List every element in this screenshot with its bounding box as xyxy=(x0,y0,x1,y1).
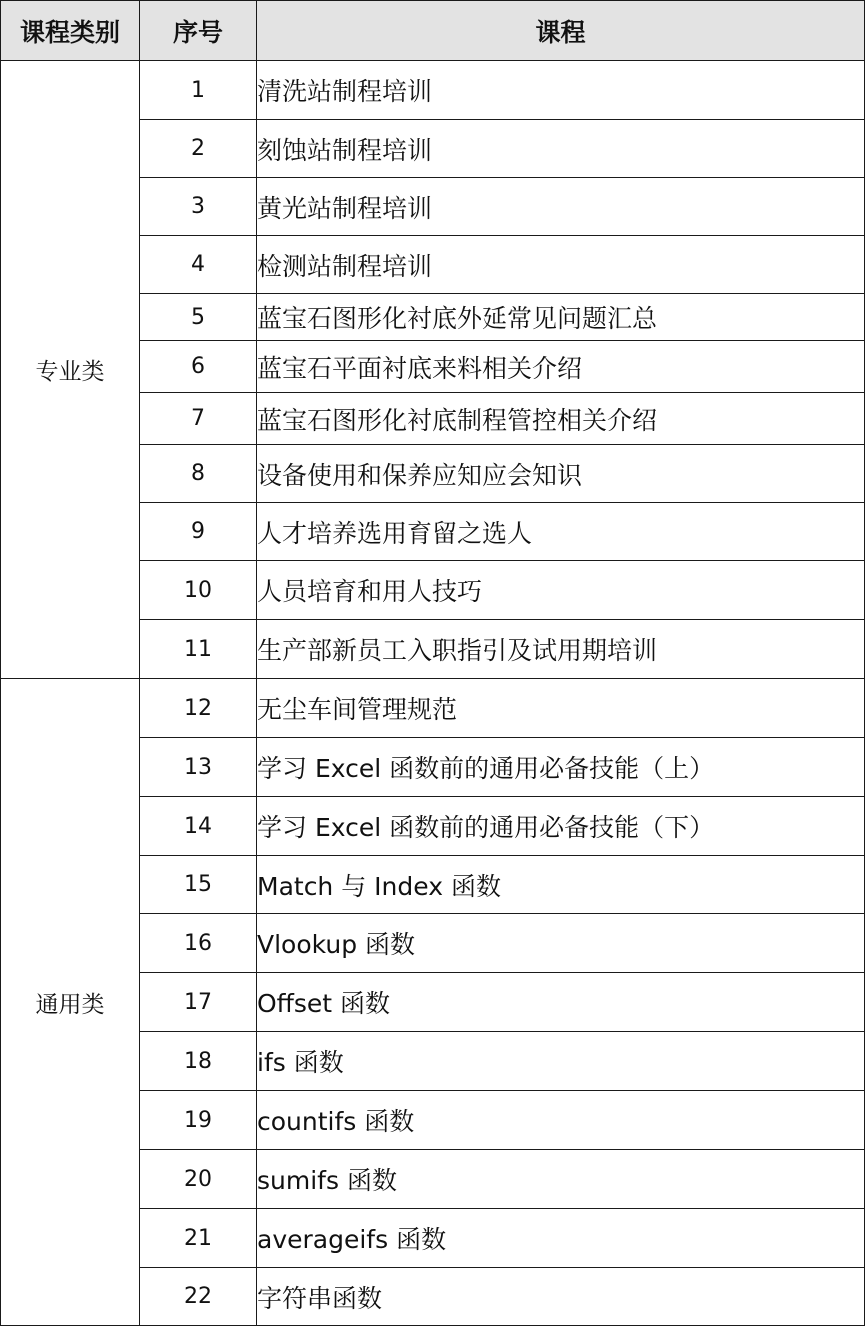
header-row xyxy=(1,1,865,61)
table-body xyxy=(1,61,865,1326)
row-number: 6 xyxy=(140,341,257,393)
row-number: 17 xyxy=(140,973,257,1032)
course-title: 学习 Excel 函数前的通用必备技能（上） xyxy=(257,738,865,797)
row-number: 12 xyxy=(140,679,257,738)
course-title: 清洗站制程培训 xyxy=(257,61,865,120)
header-course: 课程 xyxy=(257,1,865,61)
course-title: 黄光站制程培训 xyxy=(257,178,865,236)
category-cell: 专业类 xyxy=(1,61,140,679)
row-number: 16 xyxy=(140,914,257,973)
course-title: 刻蚀站制程培训 xyxy=(257,120,865,178)
header-category: 课程类别 xyxy=(1,1,140,61)
row-number: 2 xyxy=(140,120,257,178)
row-number: 13 xyxy=(140,738,257,797)
row-number: 14 xyxy=(140,797,257,856)
category-cell: 通用类 xyxy=(1,679,140,1326)
course-title: 检测站制程培训 xyxy=(257,236,865,294)
table-row xyxy=(1,61,865,120)
course-title: 蓝宝石图形化衬底制程管控相关介绍 xyxy=(257,393,865,445)
course-title: 蓝宝石图形化衬底外延常见问题汇总 xyxy=(257,294,865,341)
course-title: Vlookup 函数 xyxy=(257,914,865,973)
row-number: 1 xyxy=(140,61,257,120)
course-title: Match 与 Index 函数 xyxy=(257,856,865,914)
row-number: 11 xyxy=(140,620,257,679)
course-title: 人员培育和用人技巧 xyxy=(257,561,865,620)
course-title: 字符串函数 xyxy=(257,1268,865,1326)
row-number: 3 xyxy=(140,178,257,236)
course-title: 无尘车间管理规范 xyxy=(257,679,865,738)
course-title: ifs 函数 xyxy=(257,1032,865,1091)
row-number: 7 xyxy=(140,393,257,445)
course-title: 人才培养选用育留之选人 xyxy=(257,503,865,561)
row-number: 19 xyxy=(140,1091,257,1150)
table-row xyxy=(1,679,865,738)
row-number: 4 xyxy=(140,236,257,294)
course-title: Offset 函数 xyxy=(257,973,865,1032)
row-number: 8 xyxy=(140,445,257,503)
row-number: 18 xyxy=(140,1032,257,1091)
row-number: 10 xyxy=(140,561,257,620)
course-title: 生产部新员工入职指引及试用期培训 xyxy=(257,620,865,679)
row-number: 20 xyxy=(140,1150,257,1209)
course-title: 蓝宝石平面衬底来料相关介绍 xyxy=(257,341,865,393)
row-number: 21 xyxy=(140,1209,257,1268)
row-number: 9 xyxy=(140,503,257,561)
course-title: countifs 函数 xyxy=(257,1091,865,1150)
header-number: 序号 xyxy=(140,1,257,61)
row-number: 5 xyxy=(140,294,257,341)
row-number: 22 xyxy=(140,1268,257,1326)
course-title: sumifs 函数 xyxy=(257,1150,865,1209)
course-title: averageifs 函数 xyxy=(257,1209,865,1268)
row-number: 15 xyxy=(140,856,257,914)
course-title: 学习 Excel 函数前的通用必备技能（下） xyxy=(257,797,865,856)
course-title: 设备使用和保养应知应会知识 xyxy=(257,445,865,503)
